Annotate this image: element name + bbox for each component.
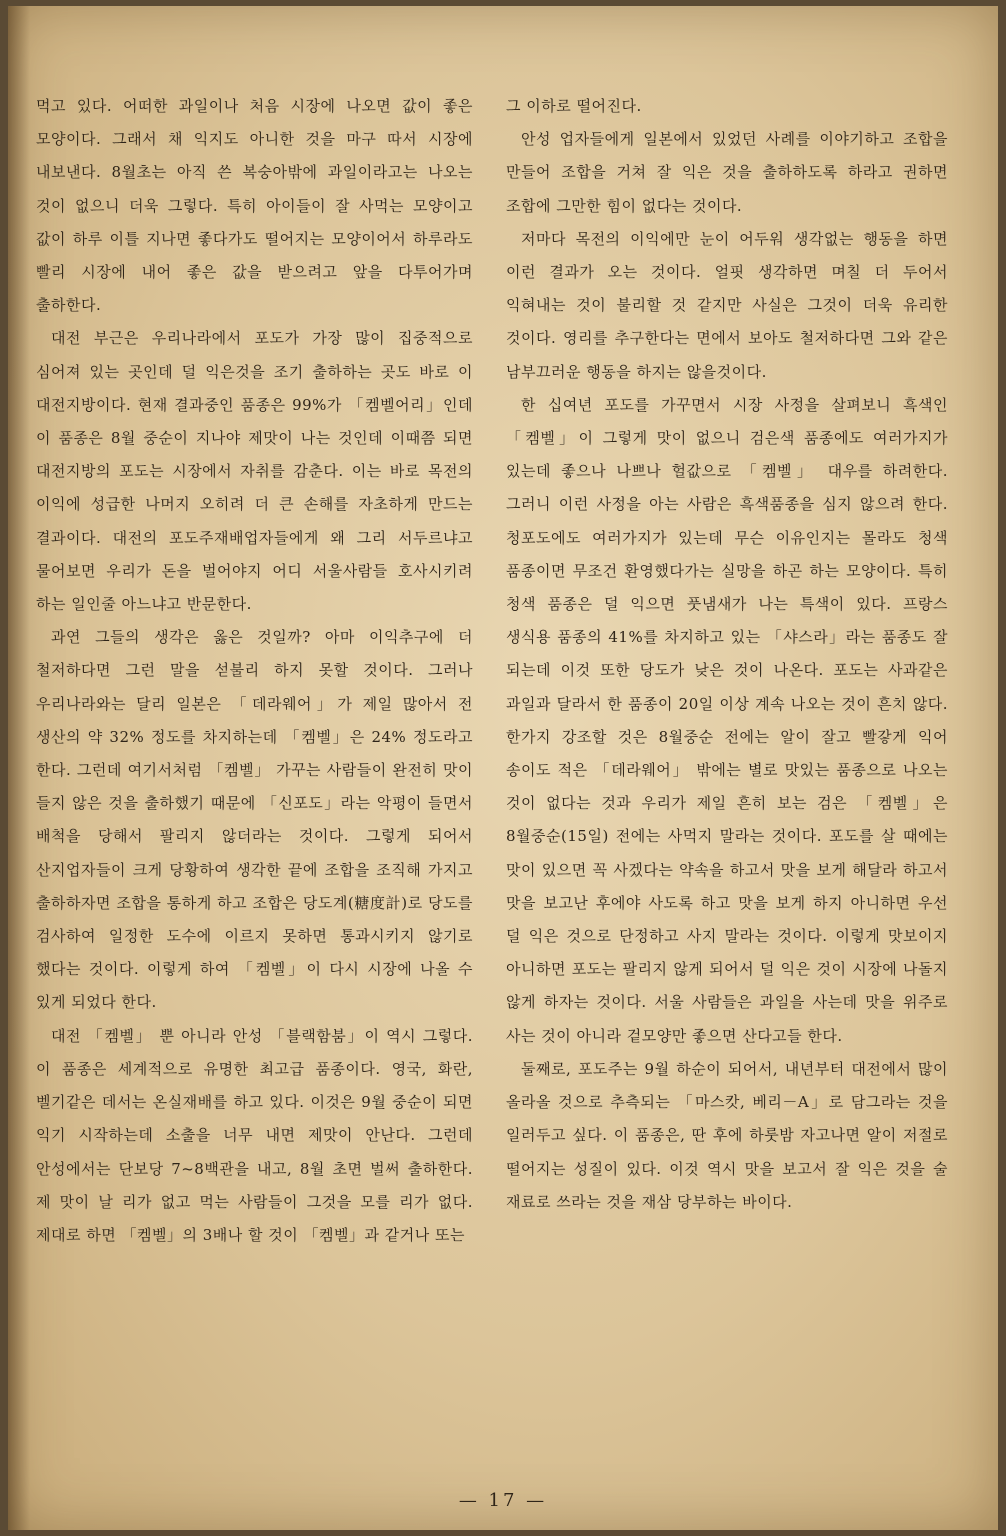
paragraph: 안성 업자들에게 일본에서 있었던 사례를 이야기하고 조합을 만들어 조합을 거쳐 잘 익은 것을 출하하도록 하라고 권하면 조합에 그만한 힘이 없다는 것이다. [506,130,948,215]
book-page [8,6,998,1530]
paragraph: 한 십여년 포도를 가꾸면서 시장 사정을 살펴보니 흑색인 「켐벨」이 그렇게 맛이 없으니 검은색 품종에도 여러가지가 있는데 좋으나 나쁘나 헐값으로 「켐벨」 대우를 하려한다. 그러니 이런 사정을 아는 사람은 흑색품종을 심지 않으려 한다. 청포도에도 여러가지가 있는데 무슨 이유인지는 몰라도 청색 품종이면 무조건 환영했다가는 실망을 하곤 하는 모양이다. 특히 청색 품종은 덜 익으면 풋냄새가 나는 특색이 있다. 프랑스 생식용 품종의 41%를 차지하고 있는 「샤스라」라는 품종도 잘 되는데 이것 또한 당도가 낮은 것이 나온다. 포도는 사과같은 과일과 달라서 한 품종이 20일 이상 계속 나오는 것이 흔치 않다. 한가지 강조할 것은 8월중순 전에는 알이 잘고 빨갛게 익어 송이도 적은 「데라웨어」 밖에는 별로 맛있는 품종으로 나오는 것이 없다는 것과 우리가 제일 흔히 보는 검은 「켐벨」은 8월중순(15일) 전에는 사먹지 말라는 것이다. 포도를 살 때에는 맛이 있으면 꼭 사겠다는 약속을 하고서 맛을 보게 해달라 하고서 맛을 보고난 후에야 사도록 하고 맛을 보게 하지 아니하면 우선 덜 익은 것으로 단정하고 사지 말라는 것이다. 이렇게 맛보이지 아니하면 포도는 팔리지 않게 되어서 덜 익은 것이 시장에 나돌지 않게 하자는 것이다. 서울 사람들은 과일을 사는데 맛을 위주로 사는 것이 아니라 겉모양만 좋으면 산다고들 한다. [506,395,948,1045]
paragraph: 과연 그들의 생각은 옳은 것일까? 아마 이익추구에 더 철저하다면 그런 말을 섣불리 하지 못할 것이다. 그러나 우리나라와는 달리 일본은 「데라웨어」가 제일 많아서 전 생산의 약 32% 정도를 차지하는데 「켐벨」은 24% 정도라고 한다. 그런데 여기서처럼 「켐벨」 가꾸는 사람들이 완전히 맛이 들지 않은 것을 출하했기 때문에 「신포도」라는 악평이 들면서 배척을 당해서 팔리지 않더라는 것이다. 그렇게 되어서 산지업자들이 크게 당황하여 생각한 끝에 조합을 조직해 가지고 출하하자면 조합을 통하게 하고 조합은 당도계(糖度計)로 당도를 검사하여 일정한 도수에 이르지 못하면 통과시키지 않기로 했다는 것이다. 이렇게 하여 「켐벨」이 다시 시장에 나올 수 있게 되었다 한다. [36,628,473,1012]
paragraph: 저마다 목전의 이익에만 눈이 어두워 생각없는 행동을 하면 이런 결과가 오는 것이다. 얼핏 생각하면 며칠 더 두어서 익혀내는 것이 불리할 것 같지만 사실은 그것이 더욱 유리한 것이다. 영리를 추구한다는 면에서 보아도 철저하다면 그와 같은 남부끄러운 행동을 하지는 않을것이다. [506,229,948,381]
paragraph: 대전 「켐벨」 뿐 아니라 안성 「블랙함붐」이 역시 그렇다. 이 품종은 세계적으로 유명한 최고급 품종이다. 영국, 화란, 벨기같은 데서는 온실재배를 하고 있다. 이것은 9월 중순이 되면 익기 시작하는데 소출을 너무 내면 제맛이 안난다. 그런데 안성에서는 단보당 7~8백관을 내고, 8월 초면 벌써 출하한다. 제 맛이 날 리가 없고 먹는 사람들이 그것을 모를 리가 없다. 제대로 하면 「켐벨」의 3배나 할 것이 「켐벨」과 같거나 또는 [36,1026,473,1244]
paragraph: 그 이하로 떨어진다. [506,97,642,115]
paragraph: 둘째로, 포도주는 9월 하순이 되어서, 내년부터 대전에서 많이 올라올 것으로 추측되는 「마스캇, 베리－A」로 담그라는 것을 일러두고 싶다. 이 품종은, 딴 후에 하룻밤 자고나면 알이 저절로 떨어지는 성질이 있다. 이것 역시 맛을 보고서 잘 익은 것을 술 재료로 쓰라는 것을 재삼 당부하는 바이다. [506,1059,948,1211]
left-column [36,90,473,1252]
paragraph: 먹고 있다. 어떠한 과일이나 처음 시장에 나오면 값이 좋은 모양이다. 그래서 채 익지도 아니한 것을 마구 따서 시장에 내보낸다. 8월초는 아직 쓴 복숭아밖에 과일이라고는 나오는 것이 없으니 더욱 그렇다. 특히 아이들이 잘 사먹는 모양이고 값이 하루 이틀 지나면 좋다가도 떨어지는 모양이어서 하루라도 빨리 시장에 내어 좋은 값을 받으려고 앞을 다투어가며 출하한다. [36,97,473,315]
right-column [506,90,948,1219]
page-number: — 17 — [458,1490,548,1511]
paragraph: 대전 부근은 우리나라에서 포도가 가장 많이 집중적으로 심어져 있는 곳인데 덜 익은것을 조기 출하하는 곳도 바로 이 대전지방이다. 현재 결과중인 품종은 99%가 「켐벨어리」인데 이 품종은 8월 중순이 지나야 제맛이 나는 것인데 이때쯤 되면 대전지방의 포도는 시장에서 자취를 감춘다. 이는 바로 목전의 이익에 성급한 나머지 오히려 더 큰 손해를 자초하게 만드는 결과이다. 대전의 포도주재배업자들에게 왜 그리 서두르냐고 물어보면 우리가 돈을 벌어야지 어디 서울사람들 호사시키려 하는 일인줄 아느냐고 반문한다. [36,329,473,614]
